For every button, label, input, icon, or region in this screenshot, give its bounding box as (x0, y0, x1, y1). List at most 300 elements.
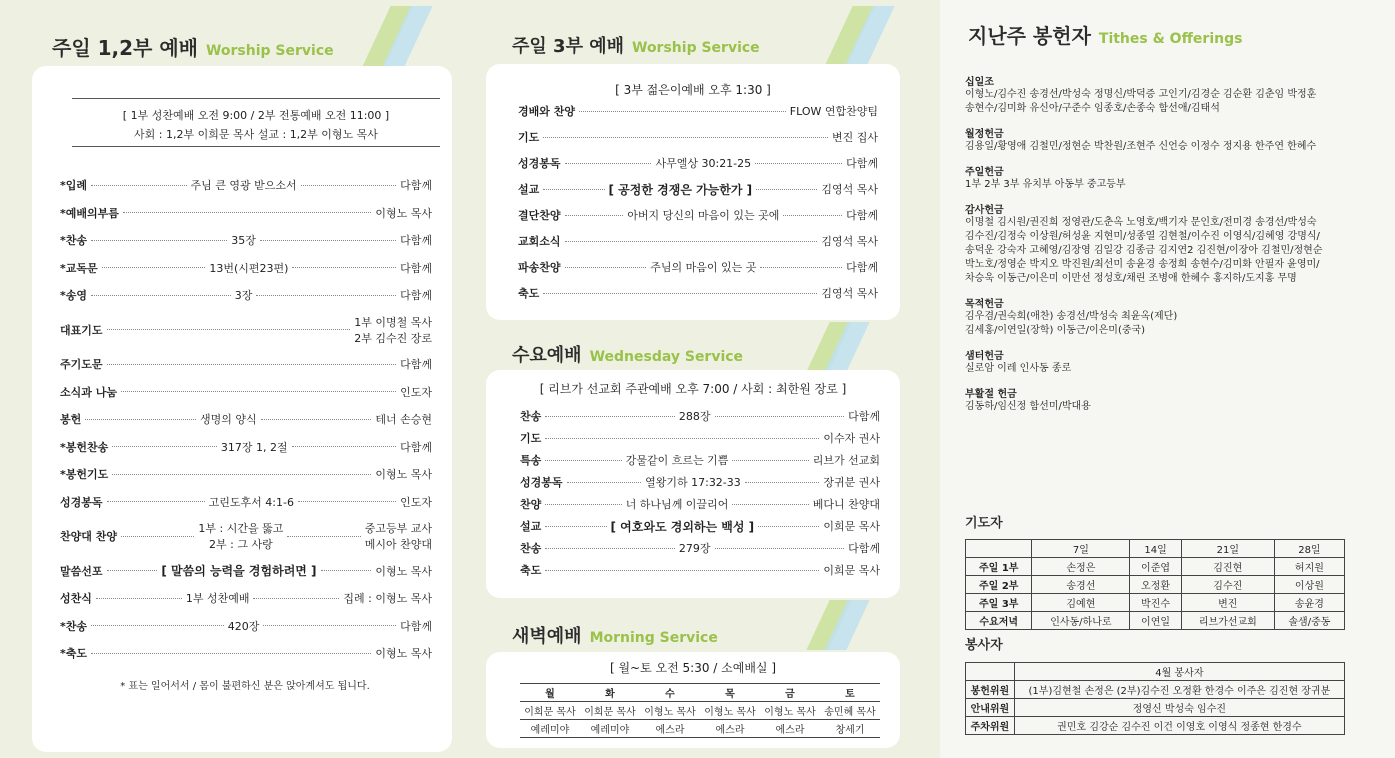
order-item-content-line: 너 하나님께 이끌리어 (625, 498, 729, 511)
order-item (60, 177, 432, 193)
section-title-sunday-1-2 (52, 32, 334, 61)
order-item-leader-line: 다함께 (848, 410, 880, 423)
order-item (520, 430, 880, 446)
offering-group (965, 385, 1375, 414)
servers-row-label: 봉헌위원 (966, 681, 1015, 699)
offering-group-names: 김용일/황영애 김철민/정현순 박찬원/조현주 신언승 이정수 정지용 한주연 한혜수 (965, 141, 1317, 152)
order-item-leader-line: 다함께 (400, 234, 432, 247)
order-item-leader (821, 233, 878, 249)
leader-dots (91, 240, 227, 241)
order-item-leader (400, 439, 432, 455)
leader-dots (91, 295, 231, 296)
order-item-content (191, 177, 297, 193)
order-item (520, 540, 880, 556)
order-item-leader (400, 177, 432, 193)
servers-row-names: 정영신 박성숙 임수진 (1014, 699, 1344, 717)
leader-dots (565, 163, 652, 164)
order-item-label: 찬송 (520, 542, 542, 555)
order-item-leader (375, 205, 432, 221)
order-item (518, 155, 878, 171)
section-title-text: 지난주 봉헌자 (968, 24, 1091, 48)
offering-group (965, 295, 1375, 338)
leader-dots (107, 329, 351, 330)
order-item-content (186, 590, 250, 606)
order-item-label: 찬양 (520, 498, 542, 511)
order-item-leader (846, 259, 878, 275)
prayer-cell: 허지원 (1274, 558, 1344, 576)
section-subtitle: Worship Service (205, 43, 334, 59)
servers-row (966, 717, 1345, 735)
offering-group (965, 125, 1375, 154)
order-item-content-line: 2부 : 그 사랑 (209, 538, 273, 551)
order-item (60, 232, 432, 248)
order-item (60, 439, 432, 455)
prayer-cell: 인사동/하나로 (1032, 612, 1130, 630)
order-item-leader-line: 다함께 (400, 358, 432, 371)
order-item-content (655, 155, 751, 171)
order-item-content (679, 408, 711, 424)
prayer-cell: 변진 (1181, 594, 1274, 612)
order-item (60, 356, 432, 372)
order-item-content-line: 사무엘상 30:21-25 (655, 157, 752, 170)
servers-title: 봉사자 (965, 638, 1003, 653)
offering-group (965, 73, 1375, 116)
order-item-leader-line: 이형노 목사 (375, 564, 433, 578)
order-item-content (626, 496, 729, 512)
order-item-leader-line: 김영석 목사 (821, 235, 878, 248)
leader-dots (732, 504, 808, 505)
order-item-content (626, 452, 729, 468)
prayer-date-cell: 28일 (1274, 540, 1344, 558)
prayer-row-label: 주일 1부 (966, 558, 1032, 576)
order-item-label: 축도 (518, 287, 540, 300)
order-item-content (611, 518, 755, 535)
order-item-leader (343, 590, 432, 606)
leader-dots (732, 460, 808, 461)
order-item-label: *축도 (60, 647, 88, 660)
order-item-label: *찬송 (60, 619, 88, 633)
leader-dots (579, 111, 786, 112)
prayer-cell: 김수진 (1181, 576, 1274, 594)
order-item-leader-line: 1부 이명철 목사 (354, 315, 432, 329)
dawn-day-cell: 토 (820, 684, 880, 702)
order-item-leader-line: 이희문 목사 (823, 564, 880, 577)
leader-dots (715, 416, 845, 417)
order-item (60, 287, 432, 303)
order-item-leader-line: 다함께 (400, 289, 432, 302)
order-item (60, 260, 432, 276)
order-item-leader (823, 474, 880, 490)
section-title-sunday-3 (512, 32, 760, 58)
order-item (60, 466, 432, 482)
leader-dots (758, 526, 819, 527)
leader-dots (545, 548, 675, 549)
order-item-leader-line: 2부 김수진 장로 (354, 331, 432, 345)
leader-dots (301, 185, 396, 186)
order-item (60, 645, 432, 661)
offering-group-names: 1부 2부 3부 유치부 아동부 중고등부 (965, 179, 1126, 190)
order-item-leader-line: 인도자 (400, 495, 432, 509)
order-item-label: 찬양대 찬양 (60, 530, 117, 543)
order-item-label: 기도 (520, 432, 542, 445)
leader-dots (565, 241, 818, 242)
order-item (518, 233, 878, 249)
order-item-label: *교독문 (60, 261, 98, 275)
order-item-label: *봉헌찬송 (60, 440, 109, 454)
order-item (60, 411, 432, 427)
prayer-cell: 이연일 (1130, 612, 1182, 630)
leader-dots (287, 536, 360, 537)
order-item-content (231, 232, 256, 248)
leader-dots (261, 419, 372, 420)
leader-dots (545, 460, 621, 461)
order-item (60, 205, 432, 221)
leader-dots (102, 267, 206, 268)
order-item-content-line: 317장 1, 2절 (220, 440, 288, 454)
order-item-leader (400, 384, 432, 400)
dawn-preacher-cell: 이희문 목사 (520, 702, 580, 720)
leader-dots (121, 391, 396, 392)
offering-group-names: 박노호/정영순 박지오 박진원/최선미 송윤경 송정희 송현수/김미화 안필자 윤영미/ (965, 259, 1320, 270)
dawn-preacher-cell: 이형노 목사 (640, 702, 700, 720)
order-item (520, 562, 880, 578)
prayer-row (966, 576, 1345, 594)
order-item-label: 성경봉독 (518, 157, 561, 170)
order-item-label: *찬송 (60, 234, 88, 247)
order-item-content-line: 3장 (234, 289, 253, 302)
order-item-content (609, 181, 753, 198)
order-item-label: *예배의부름 (60, 206, 119, 220)
section-subtitle: Worship Service (632, 40, 760, 56)
order-item-leader-line: 장귀분 권사 (823, 476, 881, 489)
order-item (520, 452, 880, 468)
order-item-label: 말씀선포 (60, 564, 103, 578)
order-item-content-line: 420장 (227, 619, 260, 633)
prayer-header-row (966, 540, 1345, 558)
order-item-leader-line: 김영석 목사 (821, 287, 878, 300)
leader-dots (545, 504, 621, 505)
prayer-cell: 송윤경 (1274, 594, 1344, 612)
order-item-leader (375, 645, 432, 661)
offering-group-names: 김우겸/권숙희(애찬) 송경선/박성숙 최윤옥(제단) (965, 311, 1178, 322)
offerings-list (965, 73, 1375, 423)
leader-dots (123, 212, 371, 213)
leader-dots (256, 295, 396, 296)
offering-group-title: 월정헌금 (965, 129, 1004, 140)
order-item-leader-line: 이희문 목사 (823, 520, 881, 533)
leader-dots (292, 267, 396, 268)
order-item-label: 설교 (518, 183, 540, 196)
offering-group-title: 십일조 (965, 77, 994, 88)
servers-corner-cell (966, 663, 1015, 681)
prayer-row-label: 수요저녁 (966, 612, 1032, 630)
leader-dots (760, 267, 842, 268)
order-item-leader (400, 356, 432, 372)
order-item-leader-line: FLOW 연합찬양팀 (789, 105, 878, 118)
order-item-leader (813, 496, 880, 512)
order-item-content-line: 주님 큰 영광 받으소서 (190, 179, 297, 192)
prayer-date-cell: 14일 (1130, 540, 1182, 558)
prayer-cell: 솔샘/중동 (1274, 612, 1344, 630)
dawn-book-cell: 에스라 (760, 720, 820, 738)
prayer-row-label: 주일 3부 (966, 594, 1032, 612)
order-item-content-line: 아버지 당신의 마음이 있는 곳에 (627, 209, 780, 222)
leader-dots (107, 570, 158, 571)
dawn-preacher-row (520, 702, 880, 720)
order-item-leader-line: 다함께 (846, 261, 878, 274)
order-item-leader-line: 다함께 (400, 261, 432, 275)
offering-group-names: 실로암 이레 인사동 종로 (965, 363, 1072, 374)
dawn-day-cell: 목 (700, 684, 760, 702)
prayer-row (966, 558, 1345, 576)
order-item (60, 384, 432, 400)
order-item-leader-line: 다함께 (846, 157, 879, 170)
order-item-leader-line: 다함께 (400, 440, 433, 454)
order-item-leader-line: 리브가 선교회 (812, 454, 881, 467)
leader-dots (545, 416, 675, 417)
order-item-leader (846, 207, 878, 223)
order-item-content-line: 생명의 양식 (200, 413, 257, 426)
leader-dots (543, 189, 604, 190)
order-item-leader-line: 다함께 (400, 619, 432, 633)
prayer-cell: 김진현 (1181, 558, 1274, 576)
order-item-content (228, 618, 260, 634)
order-item-content (200, 411, 257, 427)
order-item-content-line: [ 공정한 경쟁은 가능한가 ] (608, 182, 753, 197)
leader-dots (85, 419, 196, 420)
leader-dots (112, 474, 371, 475)
offering-group-title: 주일헌금 (965, 167, 1004, 178)
dawn-preacher-cell: 이희문 목사 (580, 702, 640, 720)
offering-group-title: 샘터헌금 (965, 351, 1004, 362)
order-item-leader-line: 인도자 (400, 385, 432, 399)
order-item-label: 봉헌 (60, 413, 82, 426)
dawn-book-cell: 예레미야 (520, 720, 580, 738)
leader-dots (107, 501, 205, 502)
leader-dots (121, 536, 194, 537)
leader-dots (292, 446, 397, 447)
order-item-content-line: 1부 성찬예배 (185, 592, 250, 605)
order-item-leader (354, 314, 432, 346)
dawn-time-line: [ 월~토 오전 5:30 / 소예배실 ] (609, 661, 777, 675)
leader-dots (260, 240, 396, 241)
order-item-content (161, 562, 316, 579)
order-item-leader-line: 변진 집사 (831, 131, 878, 144)
order-item-label: 축도 (520, 564, 542, 577)
servers-row-names: (1부)김현철 손정은 (2부)김수진 오정환 한경수 이주은 김진현 장귀분 (1014, 681, 1344, 699)
order-item-leader-line: 베다니 찬양대 (812, 498, 881, 511)
order-item (60, 618, 432, 634)
servers-header-row (966, 663, 1345, 681)
offering-group-names: 김동하/임신정 함선미/박대용 (965, 401, 1091, 412)
order-item-content-line: 1부 : 시간을 뚫고 (198, 522, 284, 535)
dawn-day-cell: 금 (760, 684, 820, 702)
order-item-label: 대표기도 (60, 323, 103, 337)
leader-dots (321, 570, 372, 571)
order-item (60, 494, 432, 510)
prayer-cell: 이준엽 (1130, 558, 1182, 576)
offering-group (965, 163, 1375, 192)
order-item-label: 주기도문 (60, 358, 103, 371)
leader-dots (756, 189, 817, 190)
s1-host-line: 사회 : 1,2부 이희문 목사 설교 : 1,2부 이형노 목사 (134, 128, 378, 141)
order-item-label: 소식과 나눔 (60, 385, 117, 399)
order-item (60, 563, 432, 579)
leader-dots (715, 548, 845, 549)
leader-dots (298, 501, 396, 502)
order-item-leader-line: 다함께 (400, 179, 432, 192)
order-item (518, 103, 878, 119)
order-item-label: 기도 (518, 131, 540, 144)
order-item-leader (400, 287, 432, 303)
dawn-book-cell: 창세기 (820, 720, 880, 738)
leader-dots (253, 598, 339, 599)
prayer-cell: 오정환 (1130, 576, 1182, 594)
order-item (518, 285, 878, 301)
leader-dots (755, 163, 842, 164)
order-item-leader-line: 이형노 목사 (375, 647, 432, 660)
order-item-content (209, 494, 294, 510)
offering-group-names: 차승욱 이동근/이은미 이만선 정성호/채린 조병애 한혜수 홍지하/도지홍 무명 (965, 273, 1297, 284)
offering-group-names: 이명철 김시원/권진희 정영관/도춘옥 노영호/백기자 문인호/전미경 송경선/박성숙 (965, 217, 1317, 228)
order-item-label: 성경봉독 (60, 495, 103, 509)
order-item-content-line: 주님의 마음이 있는 곳 (650, 261, 757, 274)
leader-dots (263, 625, 396, 626)
order-item-leader (848, 408, 880, 424)
order-item-leader (375, 563, 432, 579)
order-item-label: *봉헌기도 (60, 468, 109, 481)
order-item-leader-line: 이수자 권사 (823, 432, 880, 445)
order-item-leader (823, 562, 880, 578)
leader-dots (96, 598, 182, 599)
offering-group-names: 김세홍/이연일(장학) 이동근/이은미(중국) (965, 325, 1146, 336)
leader-dots (745, 482, 820, 483)
prayer-table (965, 539, 1345, 630)
order-item-leader (400, 618, 432, 634)
prayer-date-cell: 21일 (1181, 540, 1274, 558)
order-item-leader (832, 129, 878, 145)
order-item-leader (823, 518, 880, 534)
leader-dots (91, 185, 186, 186)
leader-dots (565, 215, 624, 216)
leader-dots (107, 364, 397, 365)
dawn-preacher-cell: 이형노 목사 (760, 702, 820, 720)
order-item-label: 성경봉독 (520, 476, 563, 489)
order-item (60, 315, 432, 345)
servers-table (965, 662, 1345, 735)
order-item-leader (375, 466, 432, 482)
offering-group-title: 부활절 헌금 (965, 389, 1017, 400)
leader-dots (783, 215, 842, 216)
prayer-row (966, 594, 1345, 612)
dawn-book-cell: 예레미야 (580, 720, 640, 738)
prayer-cell: 송경선 (1032, 576, 1130, 594)
dawn-book-cell: 에스라 (640, 720, 700, 738)
servers-month-cell: 4월 봉사자 (1014, 663, 1344, 681)
order-item-leader-line: 이형노 목사 (375, 206, 432, 220)
order-item-leader (846, 155, 878, 171)
order-item (518, 259, 878, 275)
section-subtitle: Wednesday Service (589, 349, 744, 365)
order-item-leader-line: 김영석 목사 (821, 183, 879, 196)
order-item-label: 찬송 (520, 410, 542, 423)
prayer-cell: 리브가선교회 (1181, 612, 1274, 630)
prayer-row-label: 주일 2부 (966, 576, 1032, 594)
section-title-wednesday (512, 341, 743, 367)
wed-time-line: [ 리브가 선교회 주관예배 오후 7:00 / 사회 : 최한원 장로 ] (539, 382, 847, 396)
order-item-leader (365, 520, 432, 552)
order-item (518, 129, 878, 145)
leader-dots (543, 293, 817, 294)
order-item-label: *입례 (60, 179, 88, 192)
section-subtitle: Morning Service (589, 630, 718, 646)
order-item-content-line: [ 여호와도 경외하는 백성 ] (610, 519, 755, 534)
servers-row-label: 안내위원 (966, 699, 1015, 717)
order-item-leader (375, 411, 432, 427)
order-item (518, 207, 878, 223)
offering-group-names: 송현수/김미화 유신아/구준수 임종호/손종숙 함선애/김태석 (965, 103, 1220, 114)
order-item-leader (821, 181, 878, 197)
order-item (520, 474, 880, 490)
order-item (60, 590, 432, 606)
order-item-content-line: 279장 (678, 542, 711, 555)
leader-dots (545, 526, 606, 527)
s1-time-line: [ 1부 성찬예배 오전 9:00 / 2부 전통예배 오전 11:00 ] (122, 109, 390, 122)
dawn-schedule-table (520, 683, 880, 738)
order-item-leader (823, 430, 880, 446)
section-title-text: 주일 3부 예배 (512, 36, 624, 57)
leader-dots (545, 438, 819, 439)
dawn-day-cell: 화 (580, 684, 640, 702)
order-item-leader-line: 중고등부 교사 (364, 522, 432, 535)
order-item-leader-line: 다함께 (846, 209, 878, 222)
order-item-leader-line: 테너 손승현 (375, 413, 433, 426)
order-item-leader (821, 285, 878, 301)
order-item-content (198, 520, 283, 552)
order-item-content-line: 강물같이 흐르는 기쁨 (625, 454, 729, 467)
order-item-label: *송영 (60, 289, 88, 302)
dawn-book-row (520, 720, 880, 738)
leader-dots (91, 653, 371, 654)
order-item-content-line: 288장 (678, 410, 711, 423)
order-item-label: 성찬식 (60, 592, 92, 605)
section-subtitle: Tithes & Offerings (1098, 31, 1243, 47)
section-title-dawn (512, 622, 718, 648)
dawn-days-row (520, 684, 880, 702)
prayer-cell: 손정은 (1032, 558, 1130, 576)
order-item-label: 파송찬양 (518, 261, 561, 274)
prayer-title: 기도자 (965, 516, 1003, 531)
order-item-content-line: [ 말씀의 능력을 경험하려면 ] (161, 564, 317, 578)
order-item-label: 특송 (520, 454, 542, 467)
order-item-content (221, 439, 288, 455)
leader-dots (91, 625, 224, 626)
order-item-label: 경배와 찬양 (518, 105, 575, 118)
order-item-content (235, 287, 253, 303)
order-item (518, 181, 878, 197)
order-item-leader (848, 540, 880, 556)
dawn-preacher-cell: 송민혜 목사 (820, 702, 880, 720)
order-item (520, 518, 880, 534)
order-item-label: 설교 (520, 520, 542, 533)
order-item-leader (790, 103, 878, 119)
order-item-content (627, 207, 779, 223)
dawn-day-cell: 월 (520, 684, 580, 702)
s3-time-line: [ 3부 젊은이예배 오후 1:30 ] (615, 83, 771, 97)
servers-row-label: 주차위원 (966, 717, 1015, 735)
leader-dots (543, 137, 828, 138)
prayer-date-cell: 7일 (1032, 540, 1130, 558)
